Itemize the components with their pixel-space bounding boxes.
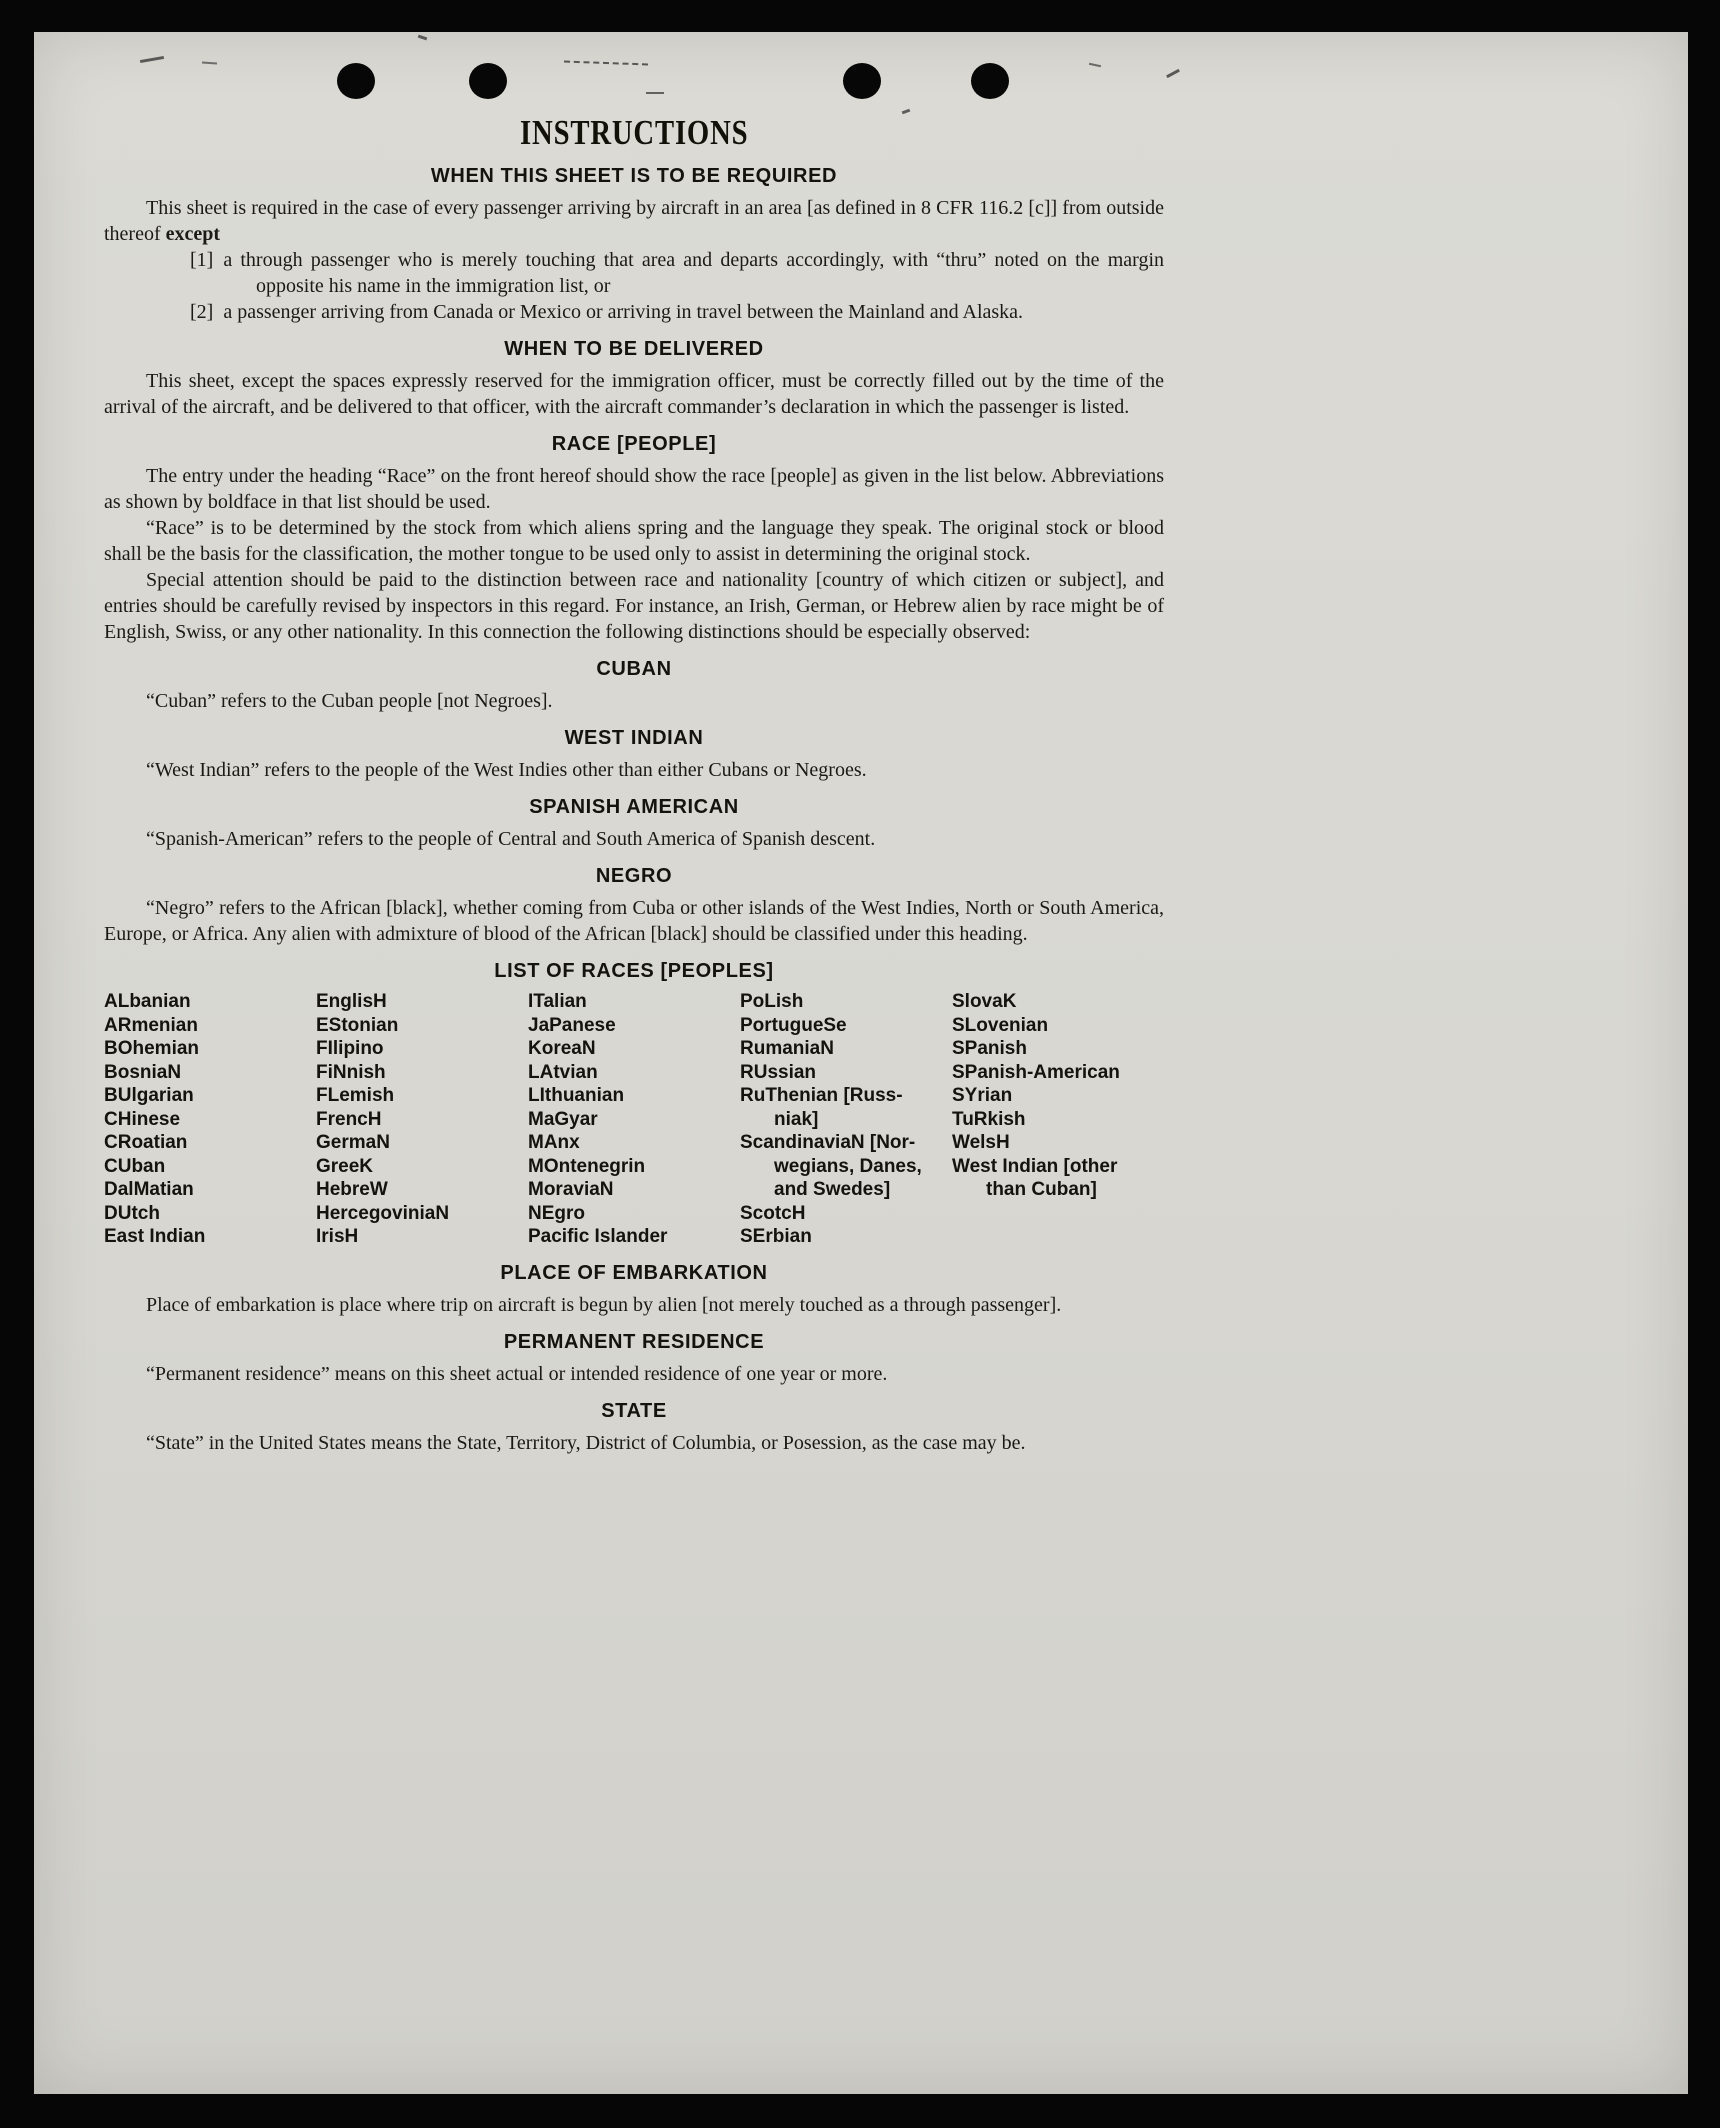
required-intro-text: This sheet is required in the case of every passenger arriving by aircraft in an area [as defined in 8 CFR 116.2 [c]] from outside thereof xyxy=(104,197,1164,245)
race-item: MAnx xyxy=(528,1132,580,1153)
race-item: DalMatian xyxy=(104,1179,194,1200)
exception-text: a passenger arriving from Canada or Mexico or arriving in travel between the Mainland and Alaska. xyxy=(223,301,1024,323)
section-heading-when-delivered: WHEN TO BE DELIVERED xyxy=(504,338,764,360)
race-item: West Indian [other than Cuban] xyxy=(952,1155,1118,1200)
race-item: LAtvian xyxy=(528,1061,598,1083)
race-item: BosniaN xyxy=(104,1061,182,1083)
paragraph-negro: “Negro” refers to the African [black], whether coming from Cuba or other islands of the West Indies, North or South America, Europe, or Africa. Any alien with admixture of blood of the African [black] should be classified under this heading. xyxy=(104,897,1164,945)
race-item: FLemish xyxy=(316,1085,395,1106)
section-heading-when-required: WHEN THIS SHEET IS TO BE REQUIRED xyxy=(430,165,838,187)
race-item: ITalian xyxy=(528,991,587,1012)
race-item: CHinese xyxy=(104,1108,181,1130)
race-item: KoreaN xyxy=(528,1038,596,1059)
race-item: CRoatian xyxy=(104,1132,188,1153)
race-item: EnglisH xyxy=(316,991,387,1012)
race-item: EStonian xyxy=(316,1014,399,1036)
race-item: PoLish xyxy=(740,991,804,1012)
paragraph-required-intro xyxy=(104,195,1164,247)
exception-item-2 xyxy=(104,299,1164,325)
race-item: RUssian xyxy=(740,1061,817,1083)
paragraph-race-3: Special attention should be paid to the distinction between race and nationality [country of which citizen or subject], and entries should be carefully revised by inspectors in this regard. For instance, an Irish, German, or Hebrew alien by race might be of English, Swiss, or any other nationality. In this connection the following distinctions should be especially observed: xyxy=(104,569,1164,643)
race-column-4 xyxy=(740,990,952,1249)
race-column-2 xyxy=(316,990,528,1249)
race-item: WelsH xyxy=(952,1132,1010,1153)
race-item: HebreW xyxy=(316,1179,388,1200)
race-item: GreeK xyxy=(316,1155,374,1177)
race-item: FrencH xyxy=(316,1108,382,1130)
race-item: GermaN xyxy=(316,1132,390,1153)
race-item: HercegoviniaN xyxy=(316,1202,450,1224)
race-item: FIlipino xyxy=(316,1038,384,1059)
paragraph-residence: “Permanent residence” means on this sheet actual or intended residence of one year or more. xyxy=(146,1362,888,1385)
race-item: MaGyar xyxy=(528,1108,598,1130)
race-column-5 xyxy=(952,990,1164,1249)
exception-marker: [2] xyxy=(190,301,214,323)
race-list xyxy=(104,990,1164,1249)
race-item: Pacific Islander xyxy=(528,1226,668,1247)
race-item: MOntenegrin xyxy=(528,1155,646,1177)
race-item: RumaniaN xyxy=(740,1038,834,1059)
section-heading-race: RACE [PEOPLE] xyxy=(551,433,717,455)
race-item: ALbanian xyxy=(104,991,191,1012)
race-item: ScotcH xyxy=(740,1202,806,1224)
race-column-3 xyxy=(528,990,740,1249)
race-item: BUlgarian xyxy=(104,1085,194,1106)
section-heading-negro: NEGRO xyxy=(595,865,673,887)
race-item: SLovenian xyxy=(952,1014,1049,1036)
ink-mark xyxy=(1166,69,1180,78)
race-item: NEgro xyxy=(528,1202,585,1224)
section-heading-spanish-american: SPANISH AMERICAN xyxy=(529,796,739,818)
race-item: CUban xyxy=(104,1155,166,1177)
document-page xyxy=(34,32,1688,2094)
race-item: SPanish-American xyxy=(952,1061,1120,1083)
exception-marker: [1] xyxy=(190,249,214,271)
race-item: PortugueSe xyxy=(740,1014,847,1036)
section-heading-embarkation: PLACE OF EMBARKATION xyxy=(500,1261,768,1284)
document-content xyxy=(34,32,1164,1456)
paragraph-embarkation: Place of embarkation is place where trip on aircraft is begun by alien [not merely touched as a through passenger]. xyxy=(146,1293,1062,1316)
section-heading-west-indian: WEST INDIAN xyxy=(564,727,704,749)
page-title: INSTRUCTIONS xyxy=(519,113,749,152)
paragraph-race-2: “Race” is to be determined by the stock from which aliens spring and the language they speak. The original stock or blood shall be the basis for the classification, the mother tongue to be used only to assist in determining the original stock. xyxy=(104,517,1164,565)
race-item: ARmenian xyxy=(104,1014,198,1036)
race-item: IrisH xyxy=(316,1226,359,1247)
paragraph-spanish-american: “Spanish-American” refers to the people of Central and South America of Spanish descent. xyxy=(146,828,876,850)
exception-item-1 xyxy=(104,247,1164,299)
section-heading-cuban: CUBAN xyxy=(596,658,672,680)
race-item: ScandinaviaN [Nor-wegians, Danes, and Swedes] xyxy=(740,1132,922,1200)
race-item: RuThenian [Russ-niak] xyxy=(740,1085,903,1130)
race-item: MoraviaN xyxy=(528,1179,614,1200)
race-item: JaPanese xyxy=(528,1014,616,1036)
section-heading-state: STATE xyxy=(601,1399,667,1422)
paragraph-cuban: “Cuban” refers to the Cuban people [not Negroes]. xyxy=(146,690,553,712)
required-intro-emphasis: except xyxy=(165,223,221,245)
paragraph-delivered: This sheet, except the spaces expressly reserved for the immigration officer, must be correctly filled out by the time of the arrival of the aircraft, and be delivered to that officer, with the aircraft commander’s declaration in which the passenger is listed. xyxy=(104,370,1164,418)
race-item: FiNnish xyxy=(316,1061,386,1083)
race-item: SlovaK xyxy=(952,991,1017,1012)
race-item: SErbian xyxy=(740,1226,812,1247)
section-heading-residence: PERMANENT RESIDENCE xyxy=(503,1330,765,1353)
race-item: DUtch xyxy=(104,1202,160,1224)
race-item: East Indian xyxy=(104,1226,206,1247)
race-item: BOhemian xyxy=(104,1038,200,1059)
race-item: TuRkish xyxy=(952,1108,1026,1130)
exception-text: a through passenger who is merely touching that area and departs accordingly, with “thru” noted on the margin opposite his name in the immigration list, or xyxy=(223,249,1164,297)
paragraph-west-indian: “West Indian” refers to the people of the West Indies other than either Cubans or Negroes. xyxy=(146,759,867,781)
paragraph-state: “State” in the United States means the State, Territory, District of Columbia, or Posession, as the case may be. xyxy=(146,1431,1026,1454)
race-item: LIthuanian xyxy=(528,1085,625,1106)
section-heading-race-list: LIST OF RACES [PEOPLES] xyxy=(494,960,774,982)
race-item: SPanish xyxy=(952,1038,1027,1059)
paragraph-race-1: The entry under the heading “Race” on the front hereof should show the race [people] as given in the list below. Abbreviations as shown by boldface in that list should be used. xyxy=(104,465,1164,513)
race-column-1 xyxy=(104,990,316,1249)
race-item: SYrian xyxy=(952,1085,1013,1106)
